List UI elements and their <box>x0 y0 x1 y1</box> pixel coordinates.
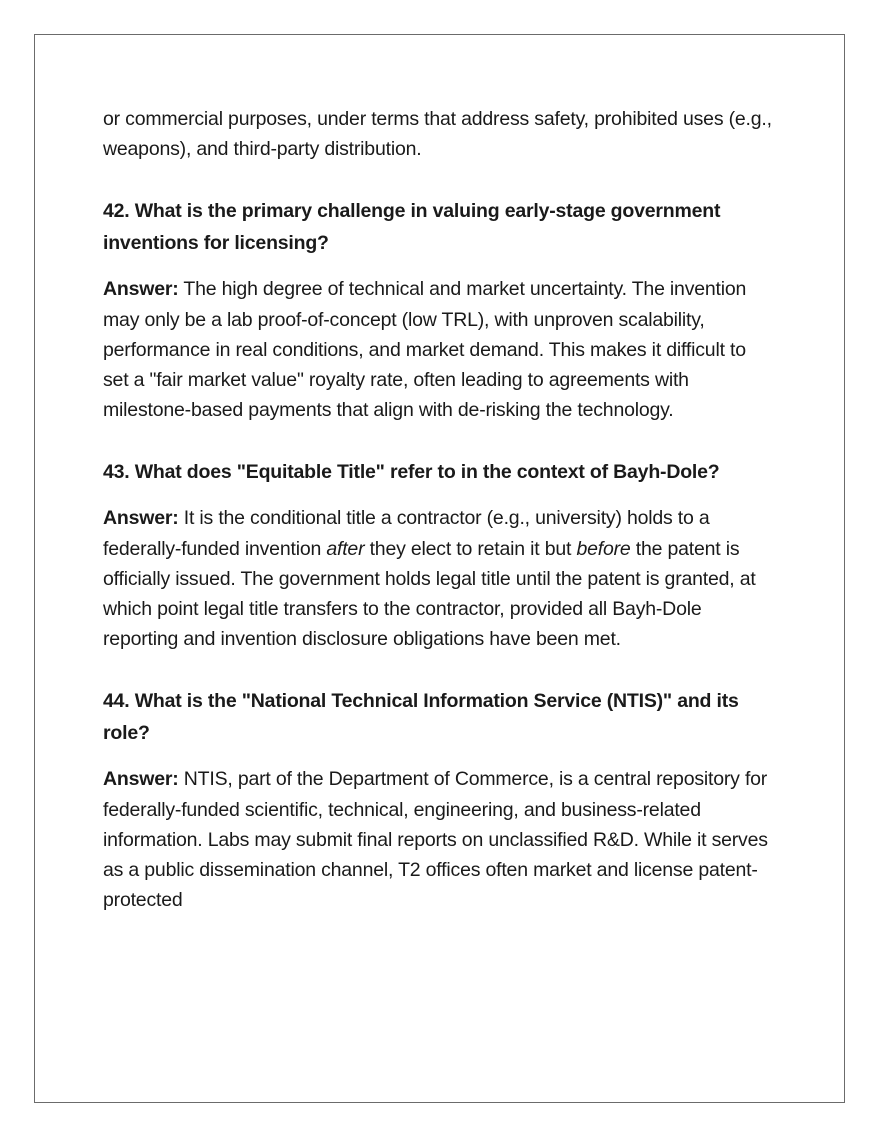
answer-43 <box>103 503 775 654</box>
answer-43-text-part2: they elect to retain it but <box>369 537 572 560</box>
answer-44 <box>103 764 775 915</box>
answer-44-text: NTIS, part of the Department of Commerce, is a central repository for federally-funded scientific, technical, engineering, and business-related information. Labs may submit final reports on unclassified R&D. While it serves as a public dissemination channel, T2 offices often market and license patent-protected <box>103 768 768 912</box>
answer-43-emphasis-before: before <box>576 537 631 560</box>
question-44: 44. What is the "National Technical Information Service (NTIS)" and its role? <box>103 690 739 745</box>
continuation-paragraph: or commercial purposes, under terms that address safety, prohibited uses (e.g., weapons), and third-party distribution. <box>103 108 772 161</box>
answer-42-text: The high degree of technical and market uncertainty. The invention may only be a lab proof-of-concept (low TRL), with unproven scalability, performance in real conditions, and market demand. This makes it difficult to set a "fair market value" royalty rate, often leading to agreements with milestone-based payments that align with de-risking the technology. <box>103 278 747 422</box>
answer-label: Answer: <box>103 278 179 301</box>
question-43: 43. What does "Equitable Title" refer to in the context of Bayh-Dole? <box>103 461 720 484</box>
qa-item-43 <box>103 456 775 654</box>
answer-42 <box>103 274 775 425</box>
document-body <box>103 104 775 946</box>
answer-43-emphasis-after: after <box>326 537 365 560</box>
answer-label: Answer: <box>103 768 179 791</box>
qa-item-42 <box>103 195 775 425</box>
answer-43-text-part1: It is the conditional title a contractor (e.g., university) holds to a federally-funded invention <box>103 507 710 560</box>
qa-item-44 <box>103 685 775 915</box>
answer-label: Answer: <box>103 507 179 530</box>
answer-43-text-part3: the patent is officially issued. The government holds legal title until the patent is granted, at which point legal title transfers to the contractor, provided all Bayh-Dole reporting and invention disclosure obligations have been met. <box>103 537 756 651</box>
question-42: 42. What is the primary challenge in valuing early-stage government inventions for licensing? <box>103 200 721 255</box>
